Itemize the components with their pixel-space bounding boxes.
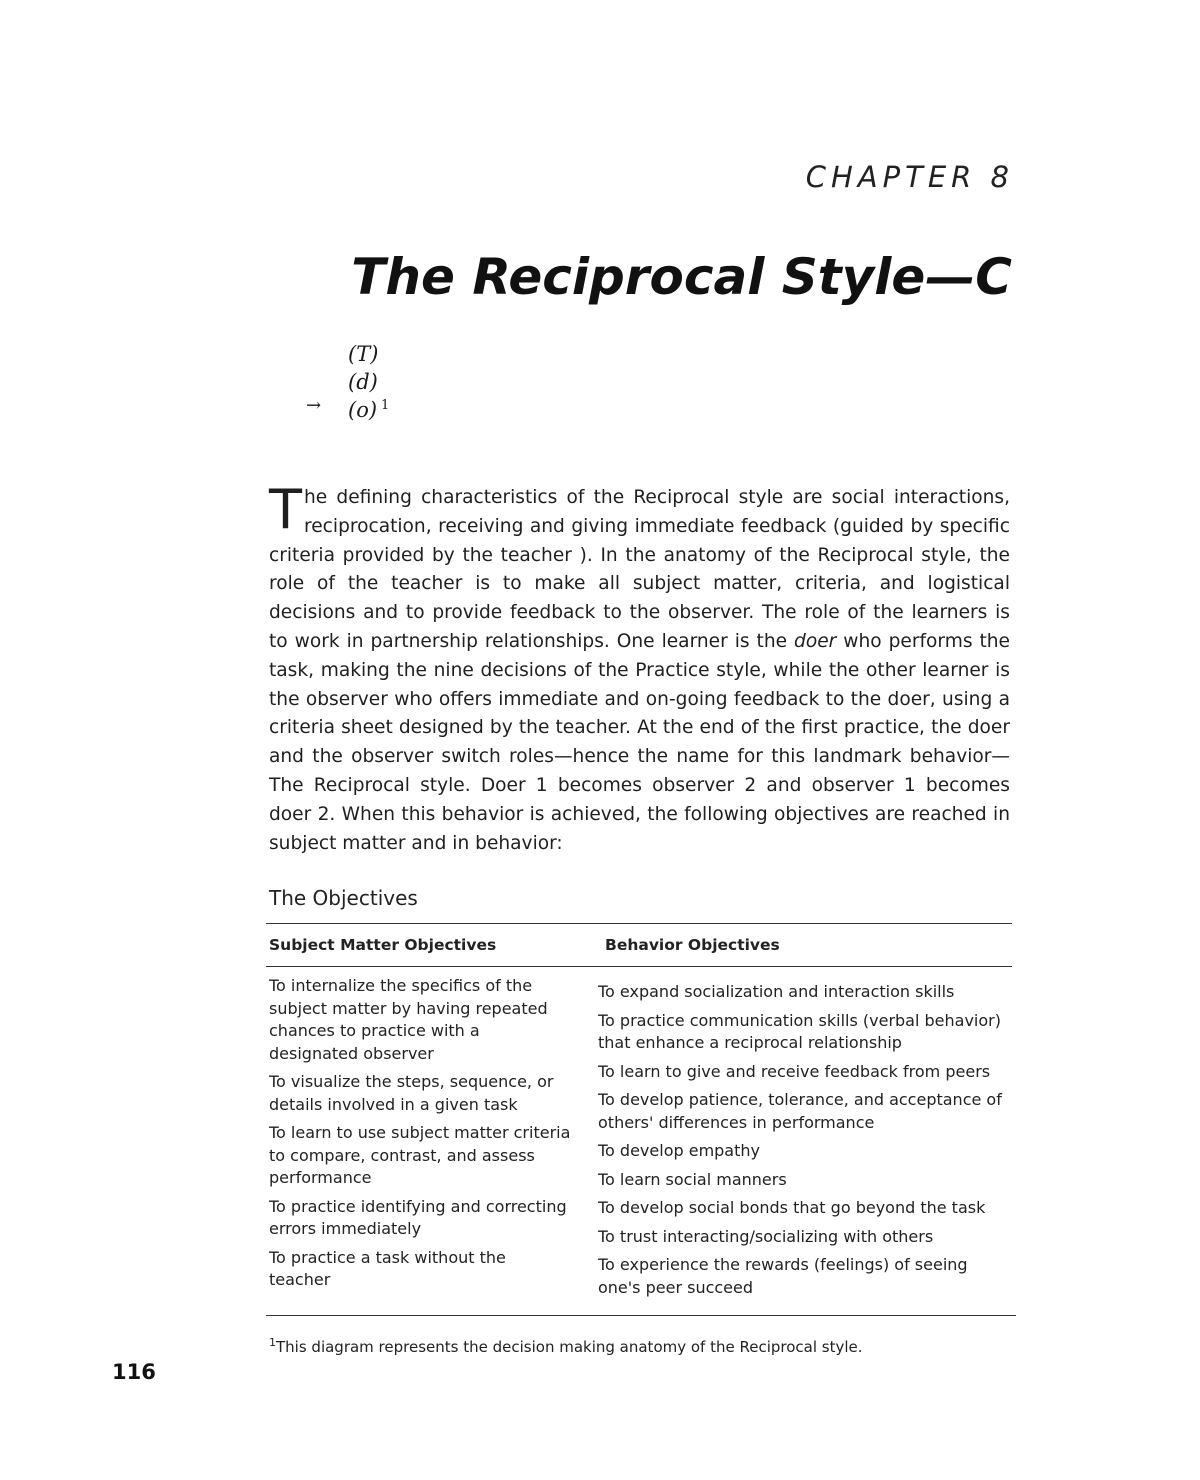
table-header-rule — [266, 966, 1012, 967]
drop-cap: T — [269, 478, 302, 541]
table-top-rule — [266, 923, 1012, 924]
list-item: To learn to give and receive feedback from peers — [598, 1061, 991, 1081]
objectives-heading: The Objectives — [269, 886, 418, 910]
footnote: $^1$This diagram represents the decision making anatomy of the Reciprocal style. — [269, 1336, 863, 1356]
list-item: To expand socialization and interaction skills — [598, 982, 955, 1001]
list-item: To develop social bonds that go beyond the task — [598, 1198, 986, 1217]
list-item: To learn social manners — [598, 1169, 787, 1189]
diagram-code: (T) — [348, 342, 379, 366]
footnote-ref: 1 — [381, 398, 390, 413]
page-title: The Reciprocal Style—C — [351, 248, 1012, 306]
table-bottom-rule — [266, 1315, 1016, 1316]
body-paragraph: The defining characteristics of the Reciprocal style are social interactions, reciprocation, receiving and giving immediate feedback (guided by specific criteria provided by the teacher ). In the anatomy of the Reciprocal style, the role of the teacher is to make all subject matter, criteria, and logistical decisions and to provide feedback to the observer. The role of the learners is to work in partnership relationships. One learner is the doer who performs the task, making the nine decisions of the Practice style, while the other learner is the observer who offers immediate and on-going feedback to the doer, using a criteria sheet designed by the teacher. At the end of the first practice, the doer and the observer switch roles—hence the name for this landmark behavior—The Reciprocal style. Doer 1 becomes observer 2 and observer 1 becomes doer 2. When this behavior is achieved, the following objectives are reached in subject matter and in behavior: — [269, 478, 1010, 854]
list-item: To practice a task without the teacher — [269, 1247, 506, 1289]
list-item: To develop empathy — [598, 1141, 760, 1160]
behavior-column-header: Behavior Objectives — [605, 936, 780, 954]
behavior-objectives-list — [598, 981, 1008, 1305]
list-item: To visualize the steps, sequence, or details involved in a given task — [269, 1072, 554, 1114]
emphasis-doer: doer — [794, 630, 837, 652]
list-item: To learn to use subject matter criteria to compare, contrast, and assess performance — [269, 1123, 571, 1187]
page-number: 116 — [112, 1360, 156, 1384]
list-item: To practice identifying and correcting errors immediately — [269, 1196, 567, 1238]
chapter-label: CHAPTER 8 — [805, 160, 1014, 194]
diagram-code: (o) $^1$ — [348, 398, 390, 422]
list-item: To practice communication skills (verbal behavior) that enhance a reciprocal relationship — [598, 1010, 1001, 1052]
subject-objectives-list — [269, 975, 571, 1298]
subject-column-header: Subject Matter Objectives — [269, 936, 497, 954]
diagram-code: (d) — [348, 370, 378, 394]
list-item: To develop patience, tolerance, and acceptance of others' differences in performance — [598, 1090, 1002, 1132]
list-item: To experience the rewards (feelings) of seeing one's peer succeed — [598, 1255, 968, 1297]
list-item: To trust interacting/socializing with others — [598, 1226, 934, 1246]
arrow-icon: → — [306, 395, 322, 416]
list-item: To internalize the specifics of the subject matter by having repeated chances to practice with a designated observer — [269, 976, 548, 1063]
